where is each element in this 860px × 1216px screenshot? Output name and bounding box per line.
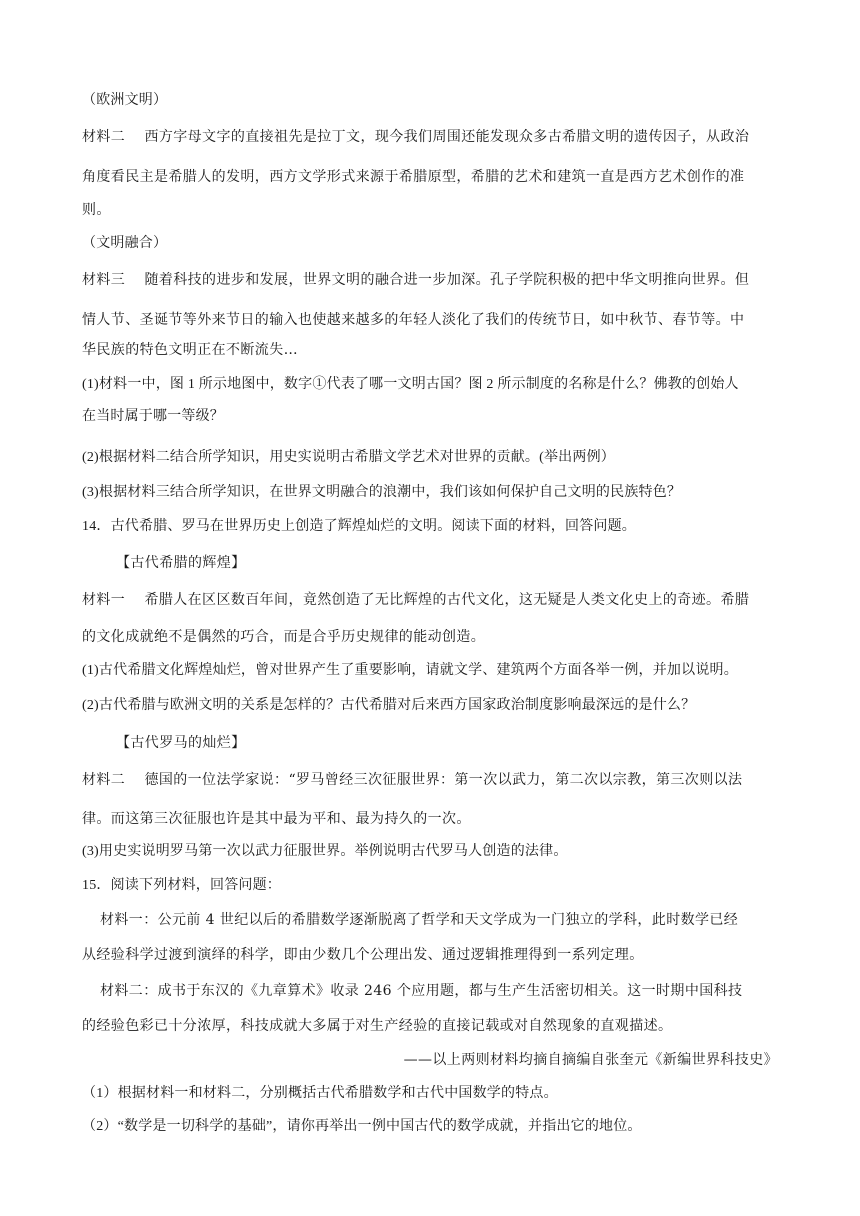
material-three-line-1: 材料三 随着科技的进步和发展，世界文明的融合进一步加深。孔子学院积极的把中华文明推向世界。但 (82, 272, 750, 288)
material-two-line-3: 则。 (82, 202, 111, 218)
q15-material-one-line-1: 材料一：公元前 4 世纪以后的希腊数学逐渐脱离了哲学和天文学成为一门独立的学科，此时数学已经 (100, 912, 739, 928)
question-1-line-1: (1)材料一中，图 1 所示地图中，数字①代表了哪一文明古国？图 2 所示制度的名称是什么？佛教的创始人 (82, 377, 739, 392)
q14-material-one-line-1: 材料一 希腊人在区区数百年间，竟然创造了无比辉煌的古代文化，这无疑是人类文化史上的奇迹。希腊 (82, 592, 750, 608)
q14-question-3: (3)用史实说明罗马第一次以武力征服世界。举例说明古代罗马人创造的法律。 (82, 844, 568, 859)
q15-material-one-line-2: 从经验科学过渡到演绎的科学，即由少数几个公理出发、通过逻辑推理得到一系列定理。 (82, 947, 644, 963)
question-14-heading: 14．古代希腊、罗马在世界历史上创造了辉煌灿烂的文明。阅读下面的材料，回答问题。 (82, 519, 636, 534)
material-three-line-3: 华民族的特色文明正在不断流失… (82, 342, 298, 358)
q15-question-1: （1）根据材料一和材料二，分别概括古代希腊数学和古代中国数学的特点。 (82, 1086, 558, 1101)
subheading-ancient-rome: 【古代罗马的灿烂】 (116, 735, 246, 751)
material-three-line-2: 情人节、圣诞节等外来节日的输入也使越来越多的年轻人淡化了我们的传统节日，如中秋节、春节等。中 (82, 312, 745, 328)
q14-question-2: (2)古代希腊与欧洲文明的关系是怎样的？古代希腊对后来西方国家政治制度影响最深远的是什么？ (82, 698, 696, 713)
q14-material-one-line-2: 的文化成就绝不是偶然的巧合，而是合乎历史规律的能动创造。 (82, 629, 486, 645)
q15-material-two-line-1: 材料二：成书于东汉的《九章算术》收录 246 个应用题，都与生产生活密切相关。这一时期中国科技 (100, 983, 743, 999)
section-label-civilization-fusion: （文明融合） (82, 236, 168, 251)
material-two-line-1: 材料二 西方字母文字的直接祖先是拉丁文，现今我们周围还能发现众多古希腊文明的遗传因子，从政治 (82, 129, 750, 145)
q14-material-two-line-2: 律。而这第三次征服也许是其中最为平和、最为持久的一次。 (82, 811, 471, 827)
q15-material-two-line-2: 的经验色彩已十分浓厚，科技成就大多属于对生产经验的直接记载或对自然现象的直观描述。 (82, 1018, 673, 1034)
subheading-ancient-greece: 【古代希腊的辉煌】 (116, 555, 246, 571)
question-2: (2)根据材料二结合所学知识，用史实说明古希腊文学艺术对世界的贡献。(举出两例） (82, 450, 615, 465)
source-citation: ——以上两则材料均摘自摘编自张奎元《新编世界科技史》 (403, 1052, 778, 1068)
question-1-line-2: 在当时属于哪一等级？ (82, 409, 224, 424)
q15-question-2: （2）“数学是一切科学的基础”，请你再举出一例中国古代的数学成就，并指出它的地位。 (82, 1119, 642, 1134)
q14-question-1: (1)古代希腊文化辉煌灿烂，曾对世界产生了重要影响，请就文学、建筑两个方面各举一例，并加以说明。 (82, 663, 738, 678)
q14-material-two-line-1: 材料二 德国的一位法学家说：“罗马曾经三次征服世界：第一次以武力，第二次以宗教，第三次则以法 (82, 772, 743, 788)
section-label-european-civilization: （欧洲文明） (82, 93, 168, 108)
material-two-line-2: 角度看民主是希腊人的发明，西方文学形式来源于希腊原型，希腊的艺术和建筑一直是西方艺术创作的准 (82, 169, 745, 185)
question-3: (3)根据材料三结合所学知识，在世界文明融合的浪潮中，我们该如何保护自己文明的民族特色？ (82, 485, 682, 500)
question-15-heading: 15．阅读下列材料，回答问题： (82, 878, 281, 893)
